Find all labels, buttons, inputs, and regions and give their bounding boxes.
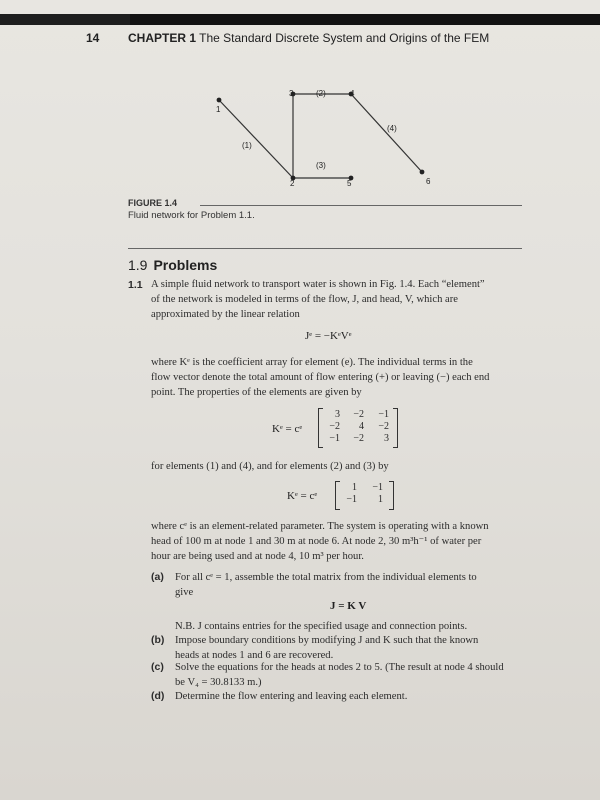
text-line: Impose boundary conditions by modifying J and K such that the known <box>175 635 479 646</box>
element-label-2: (2) <box>316 89 326 98</box>
element-label-4: (4) <box>387 124 397 133</box>
element-label-3: (3) <box>316 161 326 170</box>
node-label-2: 2 <box>290 179 295 188</box>
matrix-cell: 3 <box>335 409 340 420</box>
matrix2-right-bracket <box>389 481 394 510</box>
figure-label: FIGURE 1.4 <box>128 198 178 208</box>
chapter-title: The Standard Discrete System and Origins of the FEM <box>199 31 490 45</box>
element-label-1: (1) <box>242 141 252 150</box>
part-a-note: N.B. J contains entries for the specified usage and connection points. <box>175 621 468 632</box>
part-d-label: (d) <box>151 690 165 702</box>
node-1-dot <box>217 98 222 103</box>
text-line: give <box>175 587 194 598</box>
matrix-cell: 4 <box>359 421 364 432</box>
matrix-cell: −1 <box>346 494 357 505</box>
problem-intro <box>151 277 523 322</box>
part-b-label: (b) <box>151 634 165 646</box>
text-line: Determine the flow entering and leaving each element. <box>175 691 408 702</box>
node-label-1: 1 <box>216 105 221 114</box>
part-d-text <box>175 689 525 704</box>
text-line: For all cᵉ = 1, assemble the total matrix from the individual elements to <box>175 572 477 583</box>
text-line: hour are being used and at node 4, 10 m³ per hour. <box>151 551 364 562</box>
text-line: where Kᵉ is the coefficient array for element (e). The individual terms in the <box>151 357 473 368</box>
node-label-4: 4 <box>350 89 355 98</box>
section-heading <box>128 257 217 273</box>
text-line: head of 100 m at node 1 and 30 m at node 6. At node 2, 30 m³h⁻¹ of water per <box>151 536 482 547</box>
part-c-text <box>175 660 525 690</box>
matrix1-lhs: Kᵉ = cᵉ <box>272 423 303 435</box>
node-label-3: 3 <box>289 89 294 98</box>
network-diagram <box>200 82 440 192</box>
figure-rule <box>200 205 522 206</box>
problem-number: 1.1 <box>128 279 143 291</box>
for-elements-line: for elements (1) and (4), and for elements (2) and (3) by <box>151 461 389 472</box>
matrix-cell: −1 <box>372 482 383 493</box>
element-edge-4 <box>351 94 422 172</box>
equation-1: Jᵉ = −KᵉVᵉ <box>305 330 352 342</box>
matrix-cell: −2 <box>353 409 364 420</box>
node-label-6: 6 <box>426 177 431 186</box>
text-line: Solve the equations for the heads at nodes 2 to 5. (The result at node 4 should <box>175 662 504 673</box>
page-number: 14 <box>86 31 100 45</box>
part-b-text <box>175 633 525 663</box>
node-6-dot <box>420 170 425 175</box>
element-edge-1 <box>219 100 293 178</box>
figure-caption: Fluid network for Problem 1.1. <box>128 210 255 221</box>
chapter-label: CHAPTER 1 <box>128 31 197 45</box>
text-line: A simple fluid network to transport water is shown in Fig. 1.4. Each “element” <box>151 279 485 290</box>
matrix-cell: −2 <box>378 421 389 432</box>
text-line: where cᵉ is an element-related parameter. The system is operating with a known <box>151 521 489 532</box>
matrix-cell: 3 <box>384 433 389 444</box>
text-line: of the network is modeled in terms of the flow, J, and head, V, which are <box>151 294 458 305</box>
text-line: flow vector denote the total amount of flow entering (+) or leaving (−) each end <box>151 372 490 383</box>
matrix-cell: −1 <box>329 433 340 444</box>
top-bar-tab <box>0 14 130 25</box>
matrix2-lhs: Kᵉ = cᵉ <box>287 490 318 502</box>
matrix1-right-bracket <box>393 408 398 448</box>
part-a-equation: J = K V <box>330 600 367 612</box>
matrix-cell: 1 <box>378 494 383 505</box>
section-title: Problems <box>153 257 218 273</box>
part-a-text <box>175 570 525 600</box>
part-a-label: (a) <box>151 571 164 583</box>
matrix-cell: 1 <box>352 482 357 493</box>
where-paragraph <box>151 355 523 400</box>
text-line: approximated by the linear relation <box>151 309 300 320</box>
part-c-label: (c) <box>151 661 164 673</box>
top-bar <box>0 14 600 25</box>
text-line: be V₄ = 30.8133 m.) <box>175 677 262 688</box>
matrix-cell: −1 <box>378 409 389 420</box>
parameter-paragraph <box>151 519 523 564</box>
section-number: 1.9 <box>128 257 148 273</box>
running-header <box>128 31 489 45</box>
text-line: point. The properties of the elements are given by <box>151 387 362 398</box>
text-line: heads at nodes 1 and 6 are recovered. <box>175 650 334 661</box>
node-label-5: 5 <box>347 179 352 188</box>
matrix-cell: −2 <box>329 421 340 432</box>
section-rule <box>128 248 522 249</box>
matrix-cell: −2 <box>353 433 364 444</box>
